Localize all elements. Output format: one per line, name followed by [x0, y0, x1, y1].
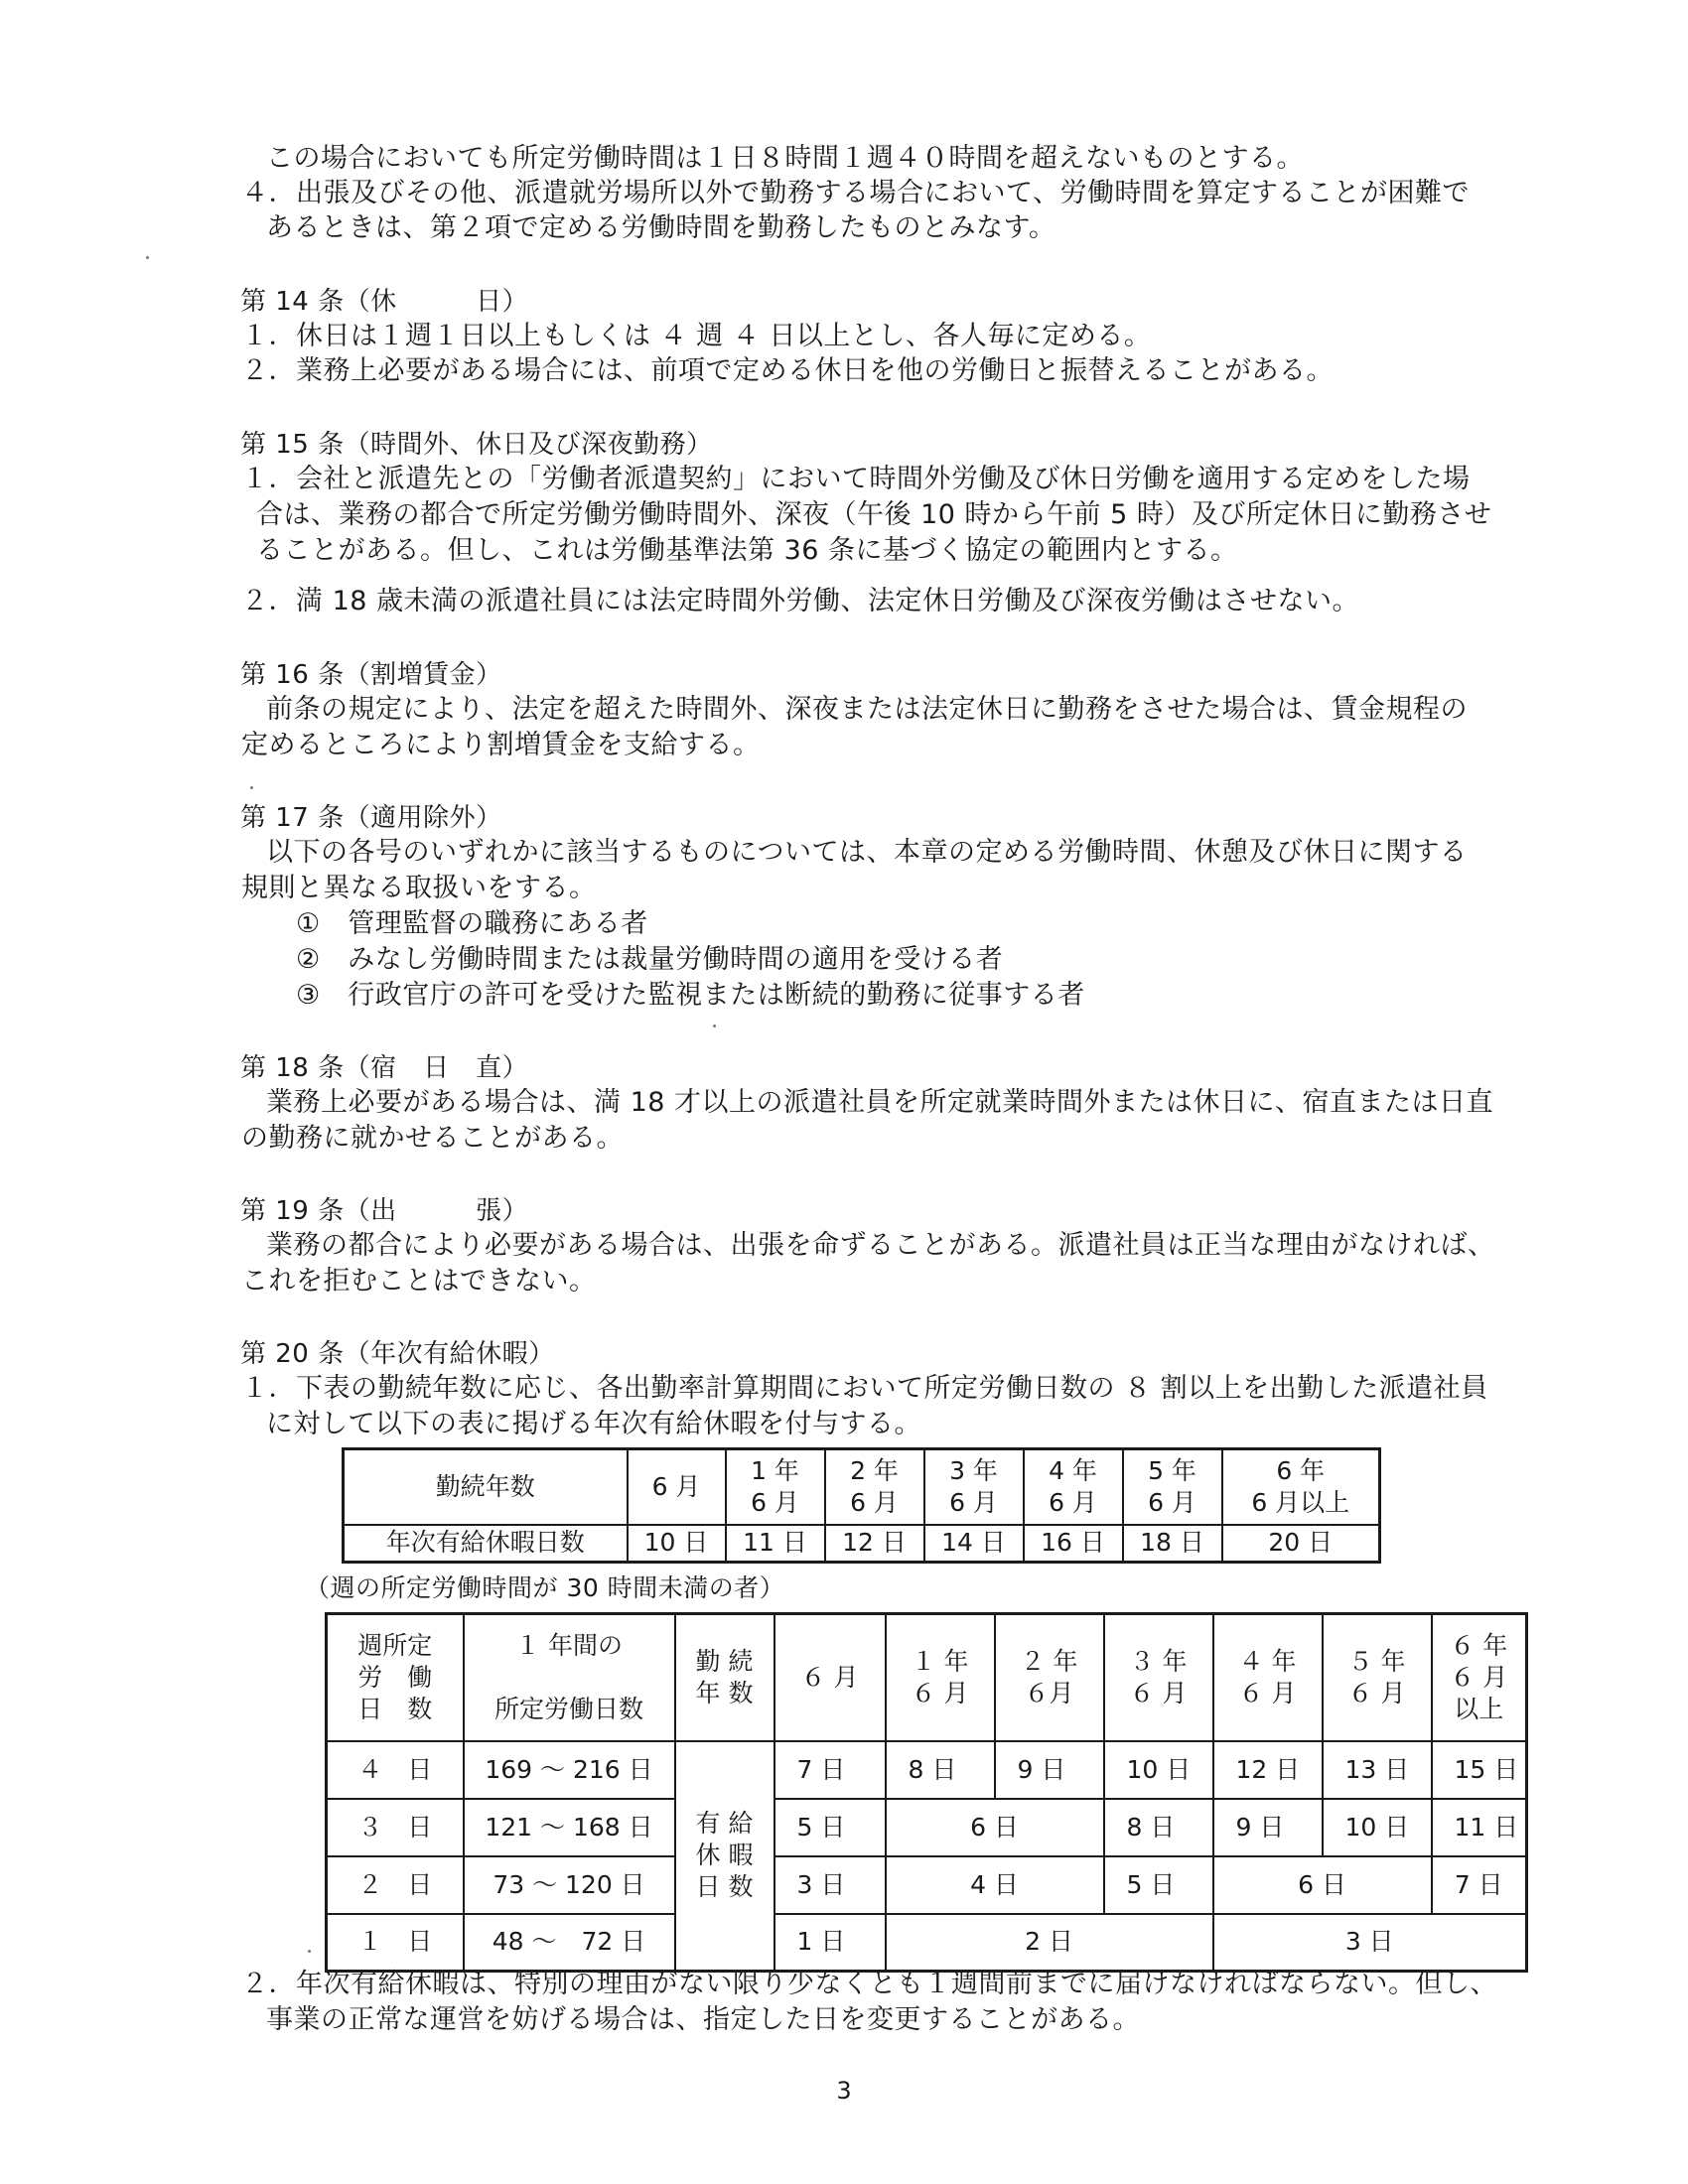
table-cell: 7 日 — [774, 1741, 886, 1799]
page-number: 3 — [836, 2077, 852, 2105]
table-cell: 10 日 — [1104, 1741, 1213, 1799]
table-cell: 48 ～ 72 日 — [464, 1914, 675, 1972]
header-cell: ６ 年 ６ 月 以上 — [1432, 1614, 1527, 1741]
header-cell: 3 年 6 月 — [924, 1449, 1024, 1525]
table-cell: 73 ～ 120 日 — [464, 1856, 675, 1914]
part-time-leave-table — [325, 1612, 1528, 1973]
article-15-para-1-line-2: 合は、業務の都合で所定労働労働時間外、深夜（午後 10 時から午前 5 時）及び所定休日に勤務させ — [256, 499, 1492, 530]
article-17-line-2: 規則と異なる取扱いをする。 — [241, 873, 597, 903]
paid-leave-days-label: 有 給 休 暇 日 数 — [675, 1741, 774, 1972]
table-row — [327, 1856, 1527, 1914]
item-4-line-1: ４．出張及びその他、派遣就労場所以外で勤務する場合において、労働時間を算定することが困難で — [241, 178, 1470, 208]
table-cell: 6 日 — [886, 1799, 1104, 1856]
scan-speck — [713, 1024, 716, 1027]
table-cell: 20 日 — [1222, 1525, 1380, 1563]
table-cell: 18 日 — [1123, 1525, 1222, 1563]
table-cell: 5 日 — [1104, 1856, 1213, 1914]
header-cell: 1 年 6 月 — [726, 1449, 825, 1525]
article-19-heading: 第 19 条（出 張） — [240, 1196, 529, 1226]
table-cell: 10 日 — [628, 1525, 726, 1563]
article-18-line-2: の勤務に就かせることがある。 — [241, 1123, 624, 1154]
table-cell: 5 日 — [774, 1799, 886, 1856]
table-header-row — [327, 1614, 1527, 1741]
table-cell: 14 日 — [924, 1525, 1024, 1563]
header-cell: 2 年 6 月 — [825, 1449, 924, 1525]
article-14-heading: 第 14 条（休 日） — [240, 287, 529, 317]
scan-speck — [146, 256, 149, 259]
article-15-para-1-line-1: １．会社と派遣先との「労働者派遣契約」において時間外労働及び休日労働を適用する定めをした場 — [241, 464, 1471, 494]
table-cell: 15 日 — [1432, 1741, 1527, 1799]
article-16-heading: 第 16 条（割増賃金） — [240, 660, 502, 690]
table-cell: ４ 日 — [327, 1741, 464, 1799]
header-cell: ２ 年 ６月 — [995, 1614, 1104, 1741]
table-cell: 169 ～ 216 日 — [464, 1741, 675, 1799]
table-cell: 3 日 — [1213, 1914, 1527, 1972]
table-cell: ２ 日 — [327, 1856, 464, 1914]
table-cell: 16 日 — [1024, 1525, 1123, 1563]
table-cell: 12 日 — [825, 1525, 924, 1563]
table-cell: ３ 日 — [327, 1799, 464, 1856]
article-20-heading: 第 20 条（年次有給休暇） — [240, 1339, 555, 1369]
article-19-line-2: これを拒むことはできない。 — [241, 1266, 597, 1297]
table-cell: 121 ～ 168 日 — [464, 1799, 675, 1856]
header-cell: ４ 年 ６ 月 — [1213, 1614, 1323, 1741]
table-cell: 6 日 — [1213, 1856, 1432, 1914]
table-cell: 2 日 — [886, 1914, 1213, 1972]
table-cell: 11 日 — [1432, 1799, 1527, 1856]
article-15-para-1-line-3: ることがある。但し、これは労働基準法第 36 条に基づく協定の範囲内とする。 — [256, 535, 1238, 566]
table-2-note: （週の所定労働時間が 30 時間未満の者） — [305, 1573, 785, 1602]
table-row — [344, 1525, 1380, 1563]
leave-days-label: 年次有給休暇日数 — [344, 1525, 628, 1563]
header-cell: ６ 月 — [774, 1614, 886, 1741]
article-17-item-2: ② みなし労働時間または裁量労働時間の適用を受ける者 — [296, 944, 1004, 975]
header-cell: 6 月 — [628, 1449, 726, 1525]
article-18-heading: 第 18 条（宿 日 直） — [240, 1053, 529, 1083]
article-17-heading: 第 17 条（適用除外） — [240, 803, 502, 833]
scan-speck — [250, 786, 253, 789]
scan-speck — [308, 1950, 311, 1953]
article-15-para-2: ２．満 18 歳未満の派遣社員には法定時間外労働、法定休日労働及び深夜労働はさせない。 — [241, 586, 1360, 616]
header-cell: 6 年 6 月以上 — [1222, 1449, 1380, 1525]
table-cell: 9 日 — [995, 1741, 1104, 1799]
intro-line: この場合においても所定労働時間は１日８時間１週４０時間を超えないものとする。 — [266, 143, 1304, 174]
table-cell: 11 日 — [726, 1525, 825, 1563]
service-years-header: 勤 続 年 数 — [675, 1614, 774, 1741]
article-14-para-2: ２．業務上必要がある場合には、前項で定める休日を他の労働日と振替えることがある。 — [241, 355, 1334, 386]
header-cell: 4 年 6 月 — [1024, 1449, 1123, 1525]
header-cell: ３ 年 ６ 月 — [1104, 1614, 1213, 1741]
table-cell: 4 日 — [886, 1856, 1104, 1914]
article-19-line-1: 業務の都合により必要がある場合は、出張を命ずることがある。派遣社員は正当な理由がなければ、 — [266, 1230, 1495, 1261]
annual-days-header: １ 年間の 所定労働日数 — [464, 1614, 675, 1741]
table-cell: 13 日 — [1323, 1741, 1432, 1799]
table-cell: 8 日 — [886, 1741, 995, 1799]
table-cell: 8 日 — [1104, 1799, 1213, 1856]
table-header-row — [344, 1449, 1380, 1525]
article-20-para-2-line-2: 事業の正常な運営を妨げる場合は、指定した日を変更することがある。 — [266, 2004, 1140, 2035]
article-20-para-1-line-1: １．下表の勤続年数に応じ、各出勤率計算期間において所定労働日数の ８ 割以上を出勤した派遣社員 — [241, 1373, 1488, 1404]
article-14-para-1: １．休日は１週１日以上もしくは ４ 週 ４ 日以上とし、各人毎に定める。 — [241, 321, 1152, 351]
weekly-days-header: 週所定 労 働 日 数 — [327, 1614, 464, 1741]
header-cell: ５ 年 ６ 月 — [1323, 1614, 1432, 1741]
item-4-line-2: あるときは、第２項で定める労働時間を勤務したものとみなす。 — [266, 212, 1056, 243]
table-cell: 12 日 — [1213, 1741, 1323, 1799]
article-20-para-2-line-1: ２．年次有給休暇は、特別の理由がない限り少なくとも１週間前までに届けなければならない。但し、 — [241, 1969, 1497, 1999]
article-15-heading: 第 15 条（時間外、休日及び深夜勤務） — [240, 430, 713, 460]
table-cell: １ 日 — [327, 1914, 464, 1972]
article-20-para-1-line-2: に対して以下の表に掲げる年次有給休暇を付与する。 — [266, 1409, 921, 1439]
table-cell: 1 日 — [774, 1914, 886, 1972]
article-17-item-1: ① 管理監督の職務にある者 — [296, 908, 648, 939]
article-18-line-1: 業務上必要がある場合は、満 18 才以上の派遣社員を所定就業時間外または休日に、宿直または日直 — [266, 1087, 1494, 1118]
table-cell: 3 日 — [774, 1856, 886, 1914]
table-cell: 9 日 — [1213, 1799, 1323, 1856]
header-cell: １ 年 ６ 月 — [886, 1614, 995, 1741]
leave-days-table — [342, 1447, 1381, 1564]
article-16-line-2: 定めるところにより割増賃金を支給する。 — [241, 730, 761, 760]
table-row — [327, 1741, 1527, 1799]
header-cell: 5 年 6 月 — [1123, 1449, 1222, 1525]
article-16-line-1: 前条の規定により、法定を超えた時間外、深夜または法定休日に勤務をさせた場合は、賃金規程の — [266, 694, 1468, 725]
table-cell: 10 日 — [1323, 1799, 1432, 1856]
table-cell: 7 日 — [1432, 1856, 1527, 1914]
table-row — [327, 1799, 1527, 1856]
service-years-label: 勤続年数 — [344, 1449, 628, 1525]
article-17-line-1: 以下の各号のいずれかに該当するものについては、本章の定める労働時間、休憩及び休日に関する — [266, 837, 1468, 868]
article-17-item-3: ③ 行政官庁の許可を受けた監視または断続的勤務に従事する者 — [296, 980, 1085, 1011]
table-row — [327, 1914, 1527, 1972]
